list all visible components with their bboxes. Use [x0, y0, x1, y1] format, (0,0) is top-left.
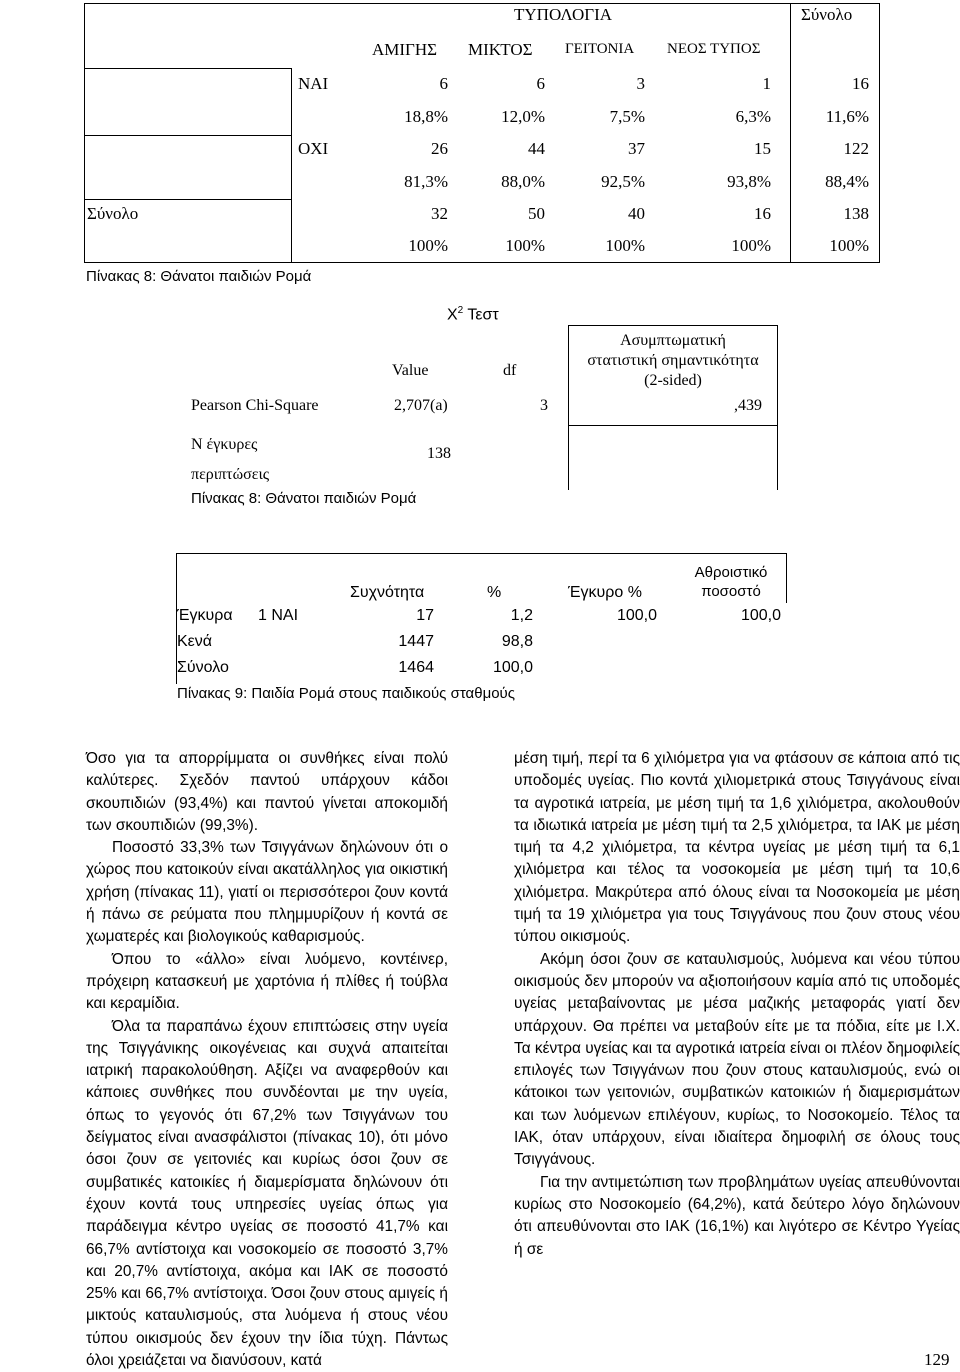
- valid-percent-cell: 100,0: [616, 607, 657, 624]
- table1-cell: 44: [528, 139, 545, 158]
- row-label: Έγκυρα: [177, 607, 233, 624]
- header-significance: Ασυμπτωματική στατιστική σημαντικότητα (2-sided): [587, 332, 759, 389]
- col-header-neos-typos: ΝΕΟΣ ΤΥΠΟΣ: [667, 41, 761, 57]
- header-valid-percent: Έγκυρο %: [568, 584, 642, 601]
- row-sublabel: 1 ΝΑΙ: [258, 607, 299, 624]
- frequency-cell: 1464: [398, 659, 434, 676]
- pearson-df: 3: [540, 397, 548, 414]
- paragraph: Για την αντιμετώπιση των προβλημάτων υγείας απευθύνονται κυρίως στο Νοσοκομείο (64,2%), κατά δεύτερο λόγο δηλώνουν ότι απευθύνονται στο ΙΑΚ (16,1%) και λιγότερο σε Κέντρο Υγείας ή σε: [514, 1173, 960, 1258]
- table1-cell: 100%: [505, 236, 545, 255]
- table8-caption: Πίνακας 8: Θάνατοι παιδιών Ρομά: [86, 268, 312, 285]
- row-label: Σύνολο: [177, 659, 229, 676]
- row-label-no: ΟΧΙ: [298, 139, 329, 158]
- header-cumulative: Αθροιστικό ποσοστό: [694, 564, 768, 600]
- header-df: df: [503, 362, 517, 379]
- table1-cell: 88,0%: [501, 172, 545, 191]
- col-header-miktos: ΜΙΚΤΟΣ: [468, 40, 533, 59]
- table1-cell: 18,8%: [404, 107, 448, 126]
- table1-cell: 26: [431, 139, 448, 158]
- table1-cell: 32: [431, 204, 448, 223]
- paragraph: Όσο για τα απορρίμματα οι συνθήκες είναι πολύ καλύτερες. Σχεδόν παντού υπάρχουν κάδοι σκουπιδιών (93,4%) και παντού γίνεται αποκομιδή των σκουπιδιών (99,3%).: [86, 750, 448, 834]
- table1-cell: 100%: [731, 236, 771, 255]
- page-number: 129: [924, 1350, 950, 1369]
- table9-caption: Πίνακας 9: Παιδία Ρομά στους παιδικούς σταθμούς: [177, 685, 515, 702]
- table1-cell: 88,4%: [825, 172, 869, 191]
- pearson-sig: ,439: [734, 397, 762, 414]
- frequency-cell: 17: [416, 607, 434, 624]
- table3-right-border: [786, 553, 787, 603]
- table3-top-border: [176, 553, 786, 554]
- header-percent: %: [487, 584, 502, 601]
- table1-cell: 100%: [408, 236, 448, 255]
- valid-cases-value: 138: [427, 445, 451, 462]
- table1-cell: 6: [536, 74, 545, 93]
- table1-cell: 81,3%: [404, 172, 448, 191]
- paragraph: Όλα τα παραπάνω έχουν επιπτώσεις στην υγεία της Τσιγγάνικης οικογένειας και συχνά απαιτείται ιατρική παρακολούθηση. Αξίζει να αναφερθούν και κάποιες συνθήκες που συνδέονται με την υγεία, όπως το γεγονός ότι 67,2% των Τσιγγάνων του δείγματος είναι ανασφάλιστοι (πίνακας 10), ότι μόνο όσοι ζουν σε γειτονιές και κυρίως όσοι ζουν σε συμβατικές κατοικίες ή διαμερίσματα δηλώνουν ότι έχουν κοντά τους υπηρεσίες υγείας όπως για παράδειγμα κέντρο υγείας σε ποσοστό 41,7% και 66,7% αντίστοιχα και νοσοκομείο σε ποσοστό 3,7% και 20,7% αντίστοιχα, ακόμα και ΙΑΚ σε ποσοστό 25% και 66,7% αντίστοιχα. Όσοι ζουν στους αμιγείς ή μικτούς καταυλισμούς, στα λυόμενα ή στους νέου τύπου οικισμούς δεν έχουν την ίδια τύχη. Πάντως όλοι χρειάζεται να διανύσουν, κατά: [86, 1017, 448, 1370]
- table1-cell: 16: [754, 204, 771, 223]
- group-header: ΤΥΠΟΛΟΓΙΑ: [514, 5, 613, 24]
- percent-cell: 1,2: [510, 607, 533, 624]
- paragraph: Ποσοστό 33,3% των Τσιγγάνων δηλώνουν ότι ο χώρος που κατοικούν είναι ακατάλληλος για οικιστική χρήση (πίνακας 11), γιατί οι περισσότεροι ζουν κοντά ή πάνω σε ρεύματα που πλημμυρίζουν ή κοντά σε χωματερές και βιολογικούς καθαρισμούς.: [86, 839, 448, 946]
- table1-cell: 50: [528, 204, 545, 223]
- table1-cell: 122: [843, 139, 869, 158]
- table1-cell: 16: [852, 74, 869, 93]
- right-text-column: [514, 748, 960, 1261]
- row-label-total: Σύνολο: [87, 204, 139, 223]
- table1-cell: 7,5%: [609, 107, 645, 126]
- left-text-column: [86, 748, 448, 1372]
- table8b-caption: Πίνακας 8: Θάνατοι παιδιών Ρομά: [191, 490, 417, 507]
- paragraph: Όπου το «άλλο» είναι λυόμενο, κοντέινερ, πρόχειρη κατασκευή με χαρτόνια ή πλίθες ή τούβλα και κεραμίδια.: [86, 950, 448, 1013]
- header-frequency: Συχνότητα: [350, 584, 425, 601]
- header-value: Value: [392, 362, 429, 379]
- row-label: Κενά: [177, 633, 213, 650]
- table1-cell: 92,5%: [601, 172, 645, 191]
- chi-square-title: $X^2$ Τεστ: [447, 305, 499, 324]
- table1-cell: 11,6%: [825, 107, 869, 126]
- table1-cell: 138: [843, 204, 869, 223]
- row-label-yes: ΝΑΙ: [298, 74, 329, 93]
- table1-cell: 100%: [829, 236, 869, 255]
- table1-cell: 93,8%: [727, 172, 771, 191]
- col-header-amigis: ΑΜΙΓΗΣ: [372, 40, 438, 59]
- table1-cell: 37: [628, 139, 645, 158]
- frequency-cell: 1447: [398, 633, 434, 650]
- total-header: Σύνολο: [801, 5, 853, 24]
- percent-cell: 100,0: [492, 659, 533, 676]
- col-header-geitonia: ΓΕΙΤΟΝΙΑ: [565, 41, 635, 57]
- cumulative-cell: 100,0: [740, 607, 781, 624]
- pearson-label: Pearson Chi-Square: [191, 397, 319, 414]
- table1-cell: 15: [754, 139, 771, 158]
- pearson-value: 2,707(a): [394, 397, 448, 414]
- table1-cell: 100%: [605, 236, 645, 255]
- table1-cell: 6: [439, 74, 448, 93]
- valid-cases-label: Ν έγκυρες περιπτώσεις: [191, 436, 270, 483]
- paragraph: μέση τιμή, περί τα 6 χιλιόμετρα για να φτάσουν σε κάποια από τις υποδομές υγείας. Πιο κοντά χιλιομετρικά στους Τσιγγάνους είναι τα αγροτικά ιατρεία, με μέση τιμή τα 1,6 χιλιόμετρα, ακολουθούν τα ιδιωτικά ιατρεία με μέση τιμή τα 2,5 χιλιόμετρα, τα ΙΑΚ με μέση τιμή τα 4,2 χιλιόμετρα, τα κέντρα υγείας με μέση τιμή τα 6,1 χιλιόμετρα και τέλος τα νοσοκομεία με μέση τιμή τα 10,6 χιλιόμετρα. Μακρύτερα από όλους είναι τα Νοσοκομεία με μέση τιμή τα 19 χιλιόμετρα για τους Τσιγγάνους που ζουν στους νέου τύπου οικισμούς.: [514, 750, 960, 946]
- percent-cell: 98,8: [501, 633, 533, 650]
- table1-cell: 12,0%: [501, 107, 545, 126]
- table1-cell: 3: [636, 74, 645, 93]
- table1-cell: 1: [762, 74, 771, 93]
- table1-cell: 40: [628, 204, 645, 223]
- table1-cell: 6,3%: [735, 107, 771, 126]
- paragraph: Ακόμη όσοι ζουν σε καταυλισμούς, λυόμενα και νέου τύπου οικισμούς δεν μπορούν να αξιοποιήσουν καμία από τις υποδομές υγείας μεταβαίνοντας με μέσα μαζικής μεταφοράς γιατί δεν υπάρχουν. Θα πρέπει να μεταβούν είτε με τα πόδια, είτε με Ι.Χ. Τα κέντρα υγείας και τα αγροτικά ιατρεία είναι οι πλέον δημοφιλείς επιλογές των Τσιγγάνων που ζουν στους καταυλισμούς, ενώ οι κάτοικοι των γειτονιών, συμβατικών κατοικιών ή διαμερισμάτων και των λυόμενων επιλέγουν, κυρίως, το Νοσοκομείο. Τέλος τα ΙΑΚ, όταν υπάρχουν, είναι ιδιαίτερα δημοφιλή σε όλους τους Τσιγγάνους.: [514, 950, 960, 1169]
